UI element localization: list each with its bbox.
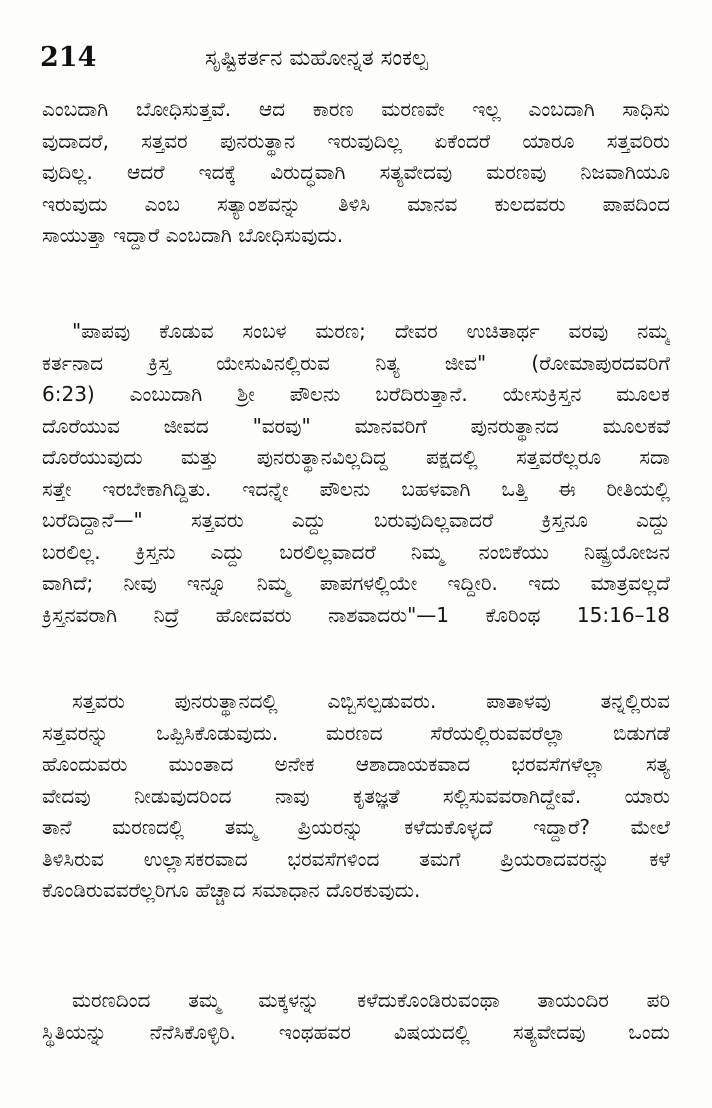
text-line: 6:23) ಎಂಬುದಾಗಿ ಶ್ರೀ ಪೌಲನು ಬರೆದಿರುತ್ತಾನೆ. ಯೇಸುಕ್ರಿಸ್ತನ ಮೂಲಕ xyxy=(42,382,670,406)
text-line: ವುದಾದರೆ, ಸತ್ತವರ ಪುನರುತ್ಥಾನ ಇರುವುದಿಲ್ಲ ಏಕೆಂದರೆ ಯಾರೂ ಸತ್ತವರಿರು xyxy=(42,128,670,153)
text-line: ಸಾಯುತ್ತಾ ಇದ್ದಾರೆ ಎಂಬದಾಗಿ ಬೋಧಿಸುವುದು. xyxy=(42,223,344,247)
text-line: ವುದಿಲ್ಲ. ಆದರೆ ಇದಕ್ಕೆ ವಿರುದ್ಧವಾಗಿ ಸತ್ಯವೇದವು ಮರಣವು ನಿಜವಾಗಿಯೂ xyxy=(42,160,670,184)
text-line: ಸತ್ತವರು ಪುನರುತ್ಥಾನದಲ್ಲಿ ಎಬ್ಬಿಸಲ್ಪಡುವರು. ಪಾತಾಳವು ತನ್ನಲ್ಲಿರುವ xyxy=(72,689,670,713)
text-line: ಎಂಬದಾಗಿ ಬೋಧಿಸುತ್ತವೆ. ಆದ ಕಾರಣ ಮರಣವೇ ಇಲ್ಲ ಎಂಬದಾಗಿ ಸಾಧಿಸು xyxy=(42,97,670,121)
text-line: ಕೊಂಡಿರುವವರೆಲ್ಲರಿಗೂ ಹೆಚ್ಚಾದ ಸಮಾಧಾನ ದೊರಕುವುದು. xyxy=(42,878,421,902)
text-line: ಕರ್ತನಾದ ಕ್ರಿಸ್ತ ಯೇಸುವಿನಲ್ಲಿರುವ ನಿತ್ಯ ಜೀವ" (ರೋಮಾಪುರದವರಿಗೆ xyxy=(42,350,670,375)
text-line: ತಿಳಿಸಿರುವ ಉಲ್ಲಾಸಕರವಾದ ಭರವಸೆಗಳಿಂದ ತಮಗೆ ಪ್ರಿಯರಾದವರನ್ನು ಕಳೆ xyxy=(42,846,670,871)
text-line: ಇರುವುದು ಎಂಬ ಸತ್ಯಾಂಶವನ್ನು ತಿಳಿಸಿ ಮಾನವ ಕುಲದವರು ಪಾಪದಿಂದ xyxy=(42,191,670,216)
text-line: ಸತ್ತೇ ಇರಬೇಕಾಗಿದ್ದಿತು. ಇದನ್ನೇ ಪೌಲನು ಬಹಳವಾಗಿ ಒತ್ತಿ ಈ ರೀತಿಯಲ್ಲಿ xyxy=(42,476,670,501)
text-line: ವಾಗಿದೆ; ನೀವು ಇನ್ನೂ ನಿಮ್ಮ ಪಾಪಗಳಲ್ಲಿಯೇ ಇದ್ದೀರಿ. ಇದು ಮಾತ್ರವಲ್ಲದೆ xyxy=(42,571,670,595)
text-line: ಕ್ರಿಸ್ತನವರಾಗಿ ನಿದ್ರೆ ಹೋದವರು ನಾಶವಾದರು"—1 ಕೊರಿಂಥ 15:16–18 xyxy=(42,602,670,627)
text-line: "ಪಾಪವು ಕೊಡುವ ಸಂಬಳ ಮರಣ; ದೇವರ ಉಚಿತಾರ್ಥ ವರವು ನಮ್ಮ xyxy=(72,319,670,343)
paragraph-4 xyxy=(42,985,670,1048)
text-line: ತಾನೆ ಮರಣದಲ್ಲಿ ತಮ್ಮ ಪ್ರಿಯರನ್ನು ಕಳೆದುಕೊಳ್ಳದೆ ಇದ್ದಾರೆ? ಮೇಲೆ xyxy=(42,815,670,839)
text-line: ಹೊಂದುವರು ಮುಂತಾದ ಅನೇಕ ಆಶಾದಾಯಕವಾದ ಭರವಸೆಗಳೆಲ್ಲಾ ಸತ್ಯ xyxy=(42,752,670,776)
text-line: ಬರೆದಿದ್ದಾನೆ—" ಸತ್ತವರು ಎದ್ದು ಬರುವುದಿಲ್ಲವಾದರೆ ಕ್ರಿಸ್ತನೂ ಎದ್ದು xyxy=(42,508,670,532)
text-line: ವೇದವು ನೀಡುವುದರಿಂದ ನಾವು ಕೃತಜ್ಞತೆ ಸಲ್ಲಿಸುವವರಾಗಿದ್ದೇವೆ. ಯಾರು xyxy=(42,783,670,808)
text-line: ಸ್ಥಿತಿಯನ್ನು ನೆನೆಸಿಕೊಳ್ಳಿರಿ. ಇಂಥಹವರ ವಿಷಯದಲ್ಲಿ ಸತ್ಯವೇದವು ಒಂದು xyxy=(42,1019,670,1044)
text-line: ದೊರೆಯುವುದು ಮತ್ತು ಪುನರುತ್ಥಾನವಿಲ್ಲದಿದ್ದ ಪಕ್ಷದಲ್ಲಿ ಸತ್ತವರೆಲ್ಲರೂ ಸದಾ xyxy=(42,445,670,469)
paragraph-3 xyxy=(42,686,670,907)
paragraph-2 xyxy=(42,316,670,631)
page-number: 214 xyxy=(40,42,97,73)
text-line: ಸತ್ತವರನ್ನು ಒಪ್ಪಿಸಿಕೊಡುವುದು. ಮರಣದ ಸೆರೆಯಲ್ಲಿರುವವರೆಲ್ಲಾ ಬಿಡುಗಡೆ xyxy=(42,720,670,745)
paragraph-1 xyxy=(42,94,670,252)
page-header xyxy=(40,38,680,78)
running-title: ಸೃಷ್ಟಿಕರ್ತನ ಮಹೋನ್ನತ ಸಂಕಲ್ಪ xyxy=(205,46,428,71)
text-line: ದೊರೆಯುವ ಜೀವದ "ವರವು" ಮಾನವರಿಗೆ ಪುನರುತ್ಥಾನದ ಮೂಲಕವೆ xyxy=(42,413,670,438)
text-line: ಬರಲಿಲ್ಲ. ಕ್ರಿಸ್ತನು ಎದ್ದು ಬರಲಿಲ್ಲವಾದರೆ ನಿಮ್ಮ ನಂಬಿಕೆಯು ನಿಷ್ಪ್ರಯೋಜನ xyxy=(42,539,670,564)
text-line: ಮರಣದಿಂದ ತಮ್ಮ ಮಕ್ಕಳನ್ನು ಕಳೆದುಕೊಂಡಿರುವಂಥಾ ತಾಯಂದಿರ ಪರಿ xyxy=(72,988,670,1012)
